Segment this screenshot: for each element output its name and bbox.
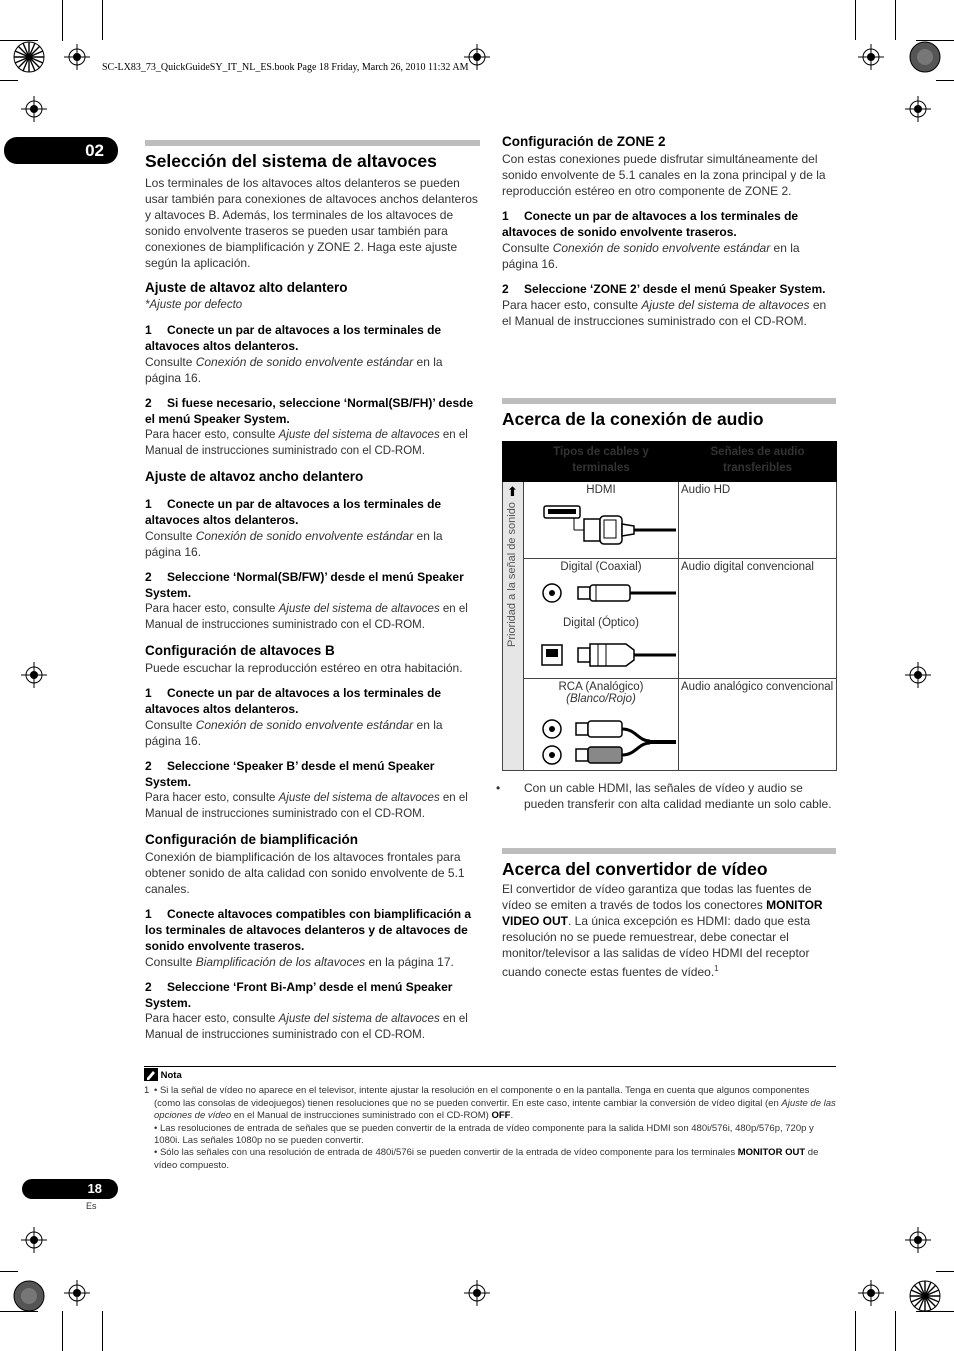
step-reference: Para hacer esto, consulte Ajuste del sistema de altavoces en el Manual de instrucciones suministrado con el CD-ROM. bbox=[145, 792, 468, 820]
crosshair-target-icon bbox=[21, 662, 47, 688]
crosshair-target-icon bbox=[858, 1280, 884, 1306]
crosshair-target-icon bbox=[905, 96, 931, 122]
cable-cell: RCA (Analógico) (Blanco/Rojo) bbox=[524, 679, 679, 771]
signal-cell: Audio analógico convencional bbox=[679, 679, 837, 771]
step-reference: Consulte Conexión de sonido envolvente estándar en la página 16. bbox=[145, 529, 443, 559]
signal-cell: Audio HD bbox=[679, 482, 837, 559]
hdmi-cable-icon bbox=[526, 502, 676, 552]
video-converter-section bbox=[502, 858, 837, 980]
cable-cell: HDMI bbox=[524, 482, 679, 559]
signal-cell: Audio digital convencional bbox=[679, 559, 837, 679]
section-body: El convertidor de vídeo garantiza que todas las fuentes de vídeo se emiten a través de todos los conectores MONITOR VIDEO OUT. La única excepción es HDMI: dado que esta resolución no se puede remuestrear, debe conectar el monitor/televisor a las salidas de vídeo HDMI del receptor cuando conecte estas fuentes de vídeo.$^1$ bbox=[502, 882, 823, 979]
section-rule bbox=[502, 848, 836, 854]
left-column bbox=[145, 140, 480, 1043]
footnotes bbox=[144, 1066, 836, 1172]
column-header: Señales de audio transferibles bbox=[679, 442, 837, 482]
step: 1 Conecte un par de altavoces a los terminales de altavoces altos delanteros. bbox=[145, 686, 442, 716]
subsection-intro: Con estas conexiones puede disfrutar simultáneamente del sonido envolvente de 5.1 canales en la zona principal y de la reproducción estéreo en otro componente de ZONE 2. bbox=[502, 152, 826, 198]
step-reference: Para hacer esto, consulte Ajuste del sistema de altavoces en el Manual de instrucciones suministrado con el CD-ROM. bbox=[145, 429, 468, 457]
language-code: Es bbox=[86, 1201, 97, 1211]
step-reference: Para hacer esto, consulte Ajuste del sistema de altavoces en el Manual de instrucciones suministrado con el CD-ROM. bbox=[502, 298, 827, 328]
registration-gray-circle-icon bbox=[908, 40, 942, 74]
crosshair-target-icon bbox=[21, 1227, 47, 1253]
step: 2 Seleccione ‘Speaker B’ desde el menú Speaker System. bbox=[145, 759, 435, 789]
audio-bullet-note: • Con un cable HDMI, las señales de vídeo y audio se pueden transferir con alta calidad mediante un solo cable. bbox=[496, 781, 832, 811]
registration-sunburst-icon bbox=[12, 40, 46, 74]
crosshair-target-icon bbox=[64, 44, 90, 70]
subsection-heading: Configuración de ZONE 2 bbox=[502, 134, 666, 149]
step: 2 Seleccione ‘Front Bi-Amp’ desde el menú Speaker System. bbox=[145, 980, 453, 1010]
up-arrow-icon: ⬆ bbox=[507, 484, 518, 499]
cable-cell: Digital (Coaxial) Digital (Óptico) bbox=[524, 559, 679, 679]
section-title: Acerca del convertidor de vídeo bbox=[502, 859, 768, 879]
step-reference: Para hacer esto, consulte Ajuste del sistema de altavoces en el Manual de instrucciones suministrado con el CD-ROM. bbox=[145, 1013, 468, 1041]
step: 1 Conecte altavoces compatibles con biamplificación a los terminales de altavoces delanteros y de altavoces de sonido envolvente traseros. bbox=[145, 907, 472, 953]
audio-connection-table bbox=[502, 441, 837, 771]
table-row bbox=[503, 559, 837, 679]
footnote-item: • Sólo las señales con una resolución de entrada de 480i/576i se pueden convertir de la entrada de vídeo componente para los terminales MONITOR OUT de vídeo compuesto. bbox=[154, 1147, 819, 1171]
section-title: Selección del sistema de altavoces bbox=[145, 151, 437, 171]
crosshair-target-icon bbox=[858, 44, 884, 70]
step: 2 Seleccione ‘Normal(SB/FW)’ desde el menú Speaker System. bbox=[145, 570, 464, 600]
crosshair-target-icon bbox=[464, 1280, 490, 1306]
step: 2 Seleccione ‘ZONE 2’ desde el menú Speaker System. bbox=[502, 282, 826, 296]
step: 1 Conecte un par de altavoces a los terminales de altavoces altos delanteros. bbox=[145, 497, 442, 527]
note-pencil-icon bbox=[144, 1068, 158, 1081]
table-row bbox=[503, 482, 837, 559]
crosshair-target-icon bbox=[905, 662, 931, 688]
crosshair-target-icon bbox=[905, 1227, 931, 1253]
footnote-item: • Las resoluciones de entrada de señales que se pueden convertir de la entrada de vídeo componente para la salida HDMI son 480i/576i, 480p/576p, 720p y 1080i. Las señales 1080p no se pueden convertir. bbox=[154, 1122, 814, 1147]
section-intro: Los terminales de los altavoces altos delanteros se pueden usar también para conexiones de altavoces anchos delanteros y altavoces B. Además, los terminales de los altavoces de sonido envolvente traseros se pueden usar también para conexiones de biamplificación y ZONE 2. Haga este ajuste según la aplicación. bbox=[145, 176, 478, 270]
step: 1 Conecte un par de altavoces a los terminales de altavoces altos delanteros. bbox=[145, 323, 442, 353]
right-column bbox=[502, 133, 837, 329]
crosshair-target-icon bbox=[64, 1280, 90, 1306]
priority-column bbox=[503, 482, 524, 771]
step-reference: Consulte Conexión de sonido envolvente estándar en la página 16. bbox=[502, 241, 800, 271]
coaxial-cable-icon bbox=[526, 581, 676, 609]
step: 2 Si fuese necesario, seleccione ‘Normal(SB/FH)’ desde el menú Speaker System. bbox=[145, 396, 474, 426]
section-title: Acerca de la conexión de audio bbox=[502, 409, 764, 429]
section-rule bbox=[502, 398, 836, 404]
step-reference: Consulte Conexión de sonido envolvente estándar en la página 16. bbox=[145, 355, 443, 385]
rca-cable-icon bbox=[526, 717, 676, 767]
column-header: Tipos de cables y terminales bbox=[524, 442, 679, 482]
table-row bbox=[503, 679, 837, 771]
subsection-heading: Configuración de altavoces B bbox=[145, 643, 335, 658]
subsection-heading: Configuración de biamplificación bbox=[145, 832, 359, 847]
registration-gray-circle-icon bbox=[12, 1279, 46, 1313]
priority-label: Prioridad a la señal de sonido bbox=[506, 502, 518, 647]
subsection-heading: Ajuste de altavoz ancho delantero bbox=[145, 469, 364, 484]
step-reference: Consulte Conexión de sonido envolvente estándar en la página 16. bbox=[145, 718, 443, 748]
table-header-row bbox=[503, 442, 837, 482]
subsection-heading: Ajuste de altavoz alto delantero bbox=[145, 280, 348, 295]
note-label: Nota bbox=[160, 1070, 182, 1081]
section-rule bbox=[145, 140, 480, 146]
step-reference: Para hacer esto, consulte Ajuste del sistema de altavoces en el Manual de instrucciones suministrado con el CD-ROM. bbox=[145, 603, 468, 631]
optical-cable-icon bbox=[526, 638, 676, 674]
step-reference: Consulte Biamplificación de los altavoces en la página 17. bbox=[145, 955, 454, 969]
chapter-tab: 02 bbox=[4, 137, 118, 164]
crosshair-target-icon bbox=[21, 96, 47, 122]
page-number: 18 bbox=[22, 1179, 118, 1199]
subsection-intro: Conexión de biamplificación de los altavoces frontales para obtener sonido de alta calidad con sonido envolvente de 5.1 canales. bbox=[145, 850, 465, 896]
subsection-intro: Puede escuchar la reproducción estéreo en otra habitación. bbox=[145, 661, 463, 675]
default-note: *Ajuste por defecto bbox=[145, 299, 243, 311]
registration-sunburst-icon bbox=[908, 1279, 942, 1313]
print-file-header: SC-LX83_73_QuickGuideSY_IT_NL_ES.book Page 18 Friday, March 26, 2010 11:32 AM bbox=[102, 62, 469, 73]
step: 1 Conecte un par de altavoces a los terminales de altavoces de sonido envolvente traseros. bbox=[502, 209, 799, 239]
footnote-item: 1 • Si la señal de vídeo no aparece en el televisor, intente ajustar la resolución en el componente o en la pantalla. Tenga en cuenta que algunos componentes (como las consolas de videojuegos) tienen resoluciones que no se pueden convertir. En este caso, intente cambiar la conversión de vídeo digital (en Ajuste de las opciones de vídeo en el Manual de instrucciones suministrado con el CD-ROM) OFF. bbox=[144, 1085, 836, 1122]
